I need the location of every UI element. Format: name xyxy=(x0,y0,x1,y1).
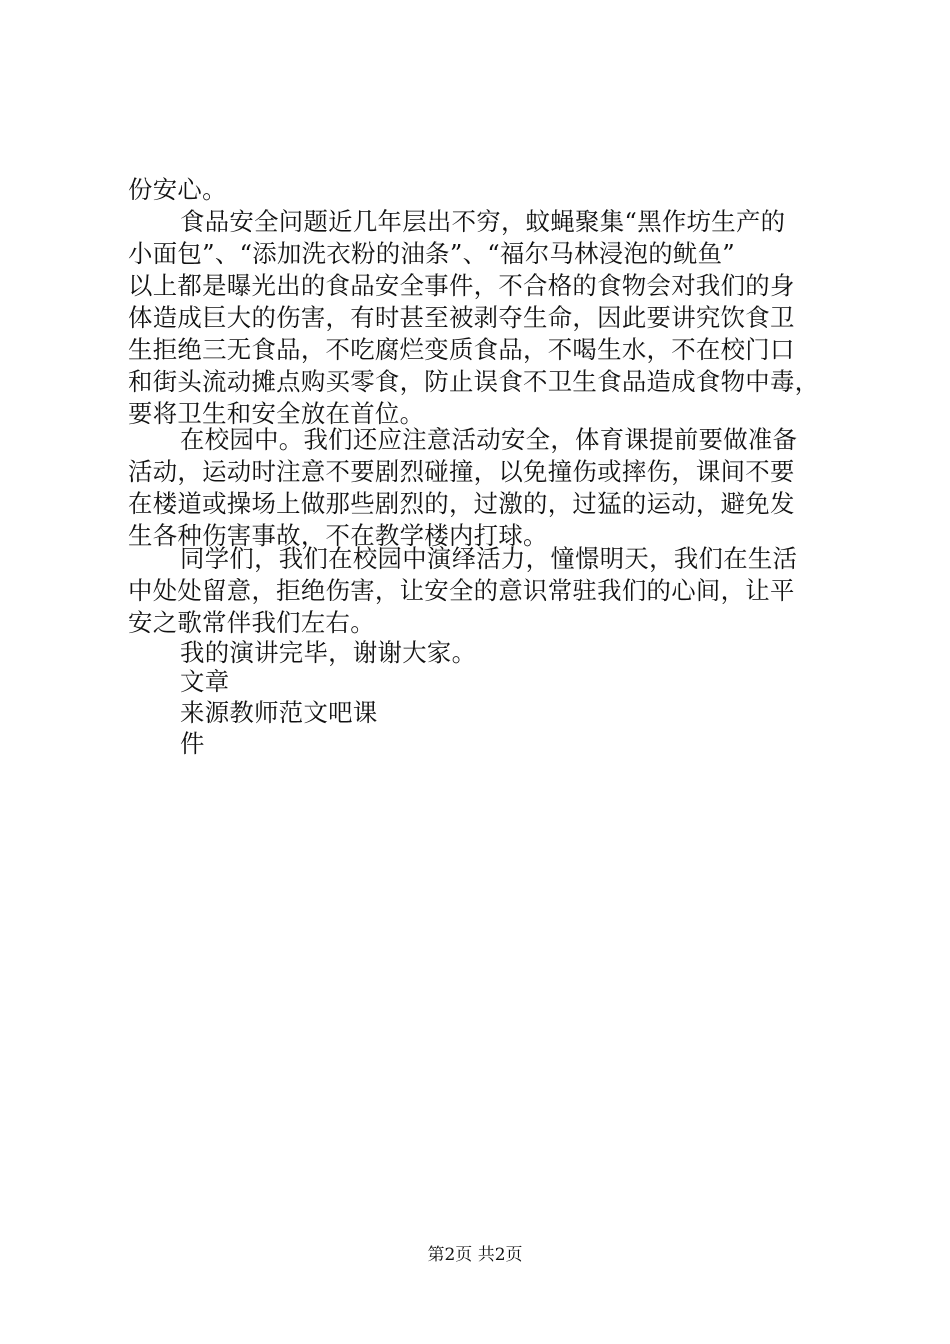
text-line: 生拒绝三无食品，不吃腐烂变质食品，不喝生水，不在校门口 xyxy=(128,335,795,364)
text-line: 中处处留意，拒绝伤害，让安全的意识常驻我们的心间，让平 xyxy=(128,576,795,605)
text-line: 来源教师范文吧课 xyxy=(180,698,378,727)
text-line: 以上都是曝光出的食品安全事件，不合格的食物会对我们的身 xyxy=(128,271,795,300)
text-line: 小面包”、“添加洗衣粉的油条”、“福尔马林浸泡的鱿鱼” xyxy=(128,239,736,268)
text-line: 我的演讲完毕，谢谢大家。 xyxy=(180,638,477,667)
text-line: 件 xyxy=(180,729,205,758)
text-line: 体造成巨大的伤害，有时甚至被剥夺生命，因此要讲究饮食卫 xyxy=(128,303,795,332)
text-line: 生各种伤害事故，不在教学楼内打球。 xyxy=(128,521,548,550)
page-footer: 第2页 共2页 xyxy=(427,1245,523,1265)
text-line: 份安心。 xyxy=(128,175,227,204)
text-line: 要将卫生和安全放在首位。 xyxy=(128,399,425,428)
text-line: 在校园中。我们还应注意活动安全，体育课提前要做准备 xyxy=(180,425,798,454)
text-line: 和街头流动摊点购买零食，防止误食不卫生食品造成食物中毒， xyxy=(128,367,820,396)
text-line: 食品安全问题近几年层出不穷，蚊蝇聚集“黑作坊生产的 xyxy=(180,207,786,236)
text-line: 在楼道或操场上做那些剧烈的，过激的，过猛的运动，避免发 xyxy=(128,489,795,518)
text-line: 文章 xyxy=(180,667,230,696)
text-line: 同学们，我们在校园中演绎活力，憧憬明天，我们在生活 xyxy=(180,544,798,573)
text-line: 活动，运动时注意不要剧烈碰撞，以免撞伤或摔伤，课间不要 xyxy=(128,457,795,486)
text-line: 安之歌常伴我们左右。 xyxy=(128,608,375,637)
